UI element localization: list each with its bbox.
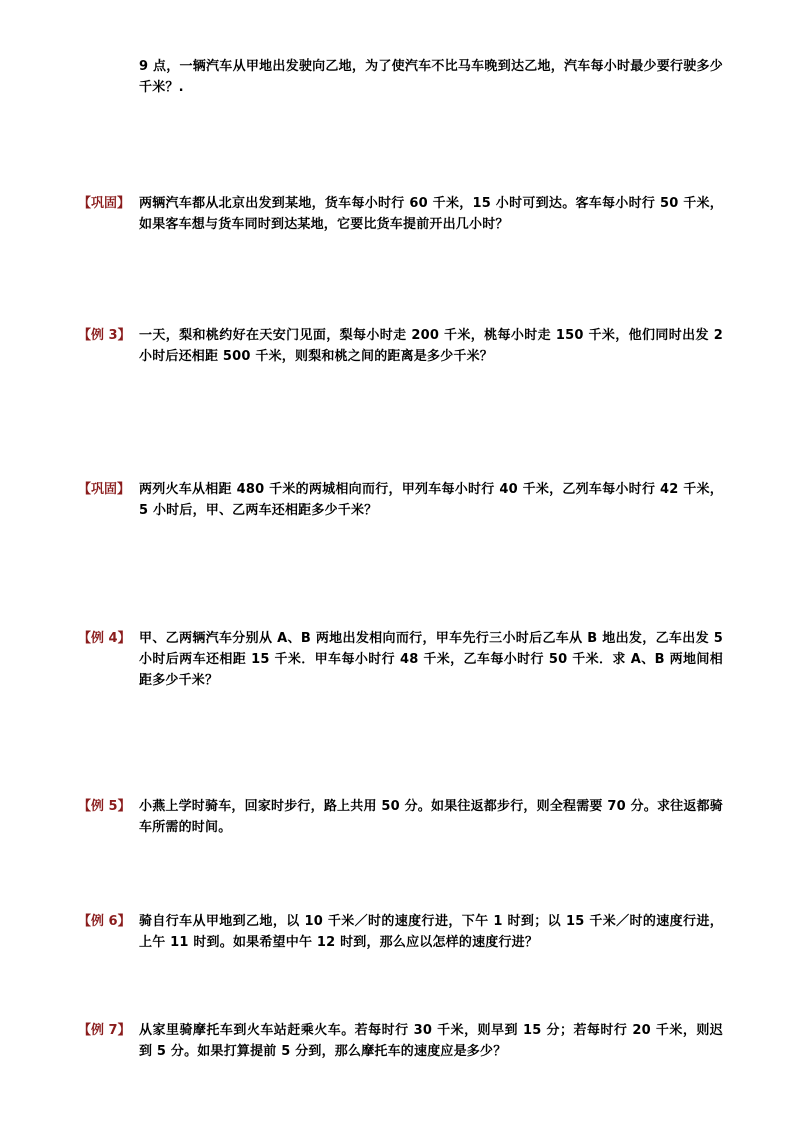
problem-label: 【例 5】 — [78, 799, 131, 814]
problem-label: 【例 6】 — [78, 914, 131, 929]
problem-label: 【例 3】 — [78, 328, 131, 343]
problem-text: 两列火车从相距 480 千米的两城相向而行，甲列车每小时行 40 千米，乙列车每小时行 42 千米，5 小时后，甲、乙两车还相距多少千米？ — [139, 482, 723, 518]
problem-text: 9 点，一辆汽车从甲地出发驶向乙地，为了使汽车不比马车晚到达乙地，汽车每小时最少要行驶多少千米？. — [139, 59, 723, 95]
problem-text: 甲、乙两辆汽车分别从 A、B 两地出发相向而行，甲车先行三小时后乙车从 B 地出发，乙车出发 5 小时后两车还相距 15 千米．甲车每小时行 48 千米，乙车每小时行 50 千米．求 A、B 两地间相距多少千米？ — [139, 631, 723, 688]
problem-text: 小燕上学时骑车，回家时步行，路上共用 50 分。如果往返都步行，则全程需要 70 分。求往返都骑车所需的时间。 — [139, 799, 723, 835]
problem-label: 【巩固】 — [78, 196, 131, 211]
problem-label: 【例 4】 — [78, 631, 131, 646]
problem-text: 一天，梨和桃约好在天安门见面，梨每小时走 200 千米，桃每小时走 150 千米，他们同时出发 2 小时后还相距 500 千米，则梨和桃之间的距离是多少千米？ — [139, 328, 723, 364]
problem-text: 骑自行车从甲地到乙地，以 10 千米／时的速度行进，下午 1 时到；以 15 千米／时的速度行进，上午 11 时到。如果希望中午 12 时到，那么应以怎样的速度行进？ — [139, 914, 723, 950]
problem-label: 【巩固】 — [78, 482, 131, 497]
problem-text: 两辆汽车都从北京出发到某地，货车每小时行 60 千米，15 小时可到达。客车每小时行 50 千米，如果客车想与货车同时到达某地，它要比货车提前开出几小时？ — [139, 196, 723, 232]
problem-label: 【例 7】 — [78, 1023, 131, 1038]
problem-text: 从家里骑摩托车到火车站赶乘火车。若每时行 30 千米，则早到 15 分；若每时行 20 千米，则迟到 5 分。如果打算提前 5 分到，那么摩托车的速度应是多少？ — [139, 1023, 723, 1059]
